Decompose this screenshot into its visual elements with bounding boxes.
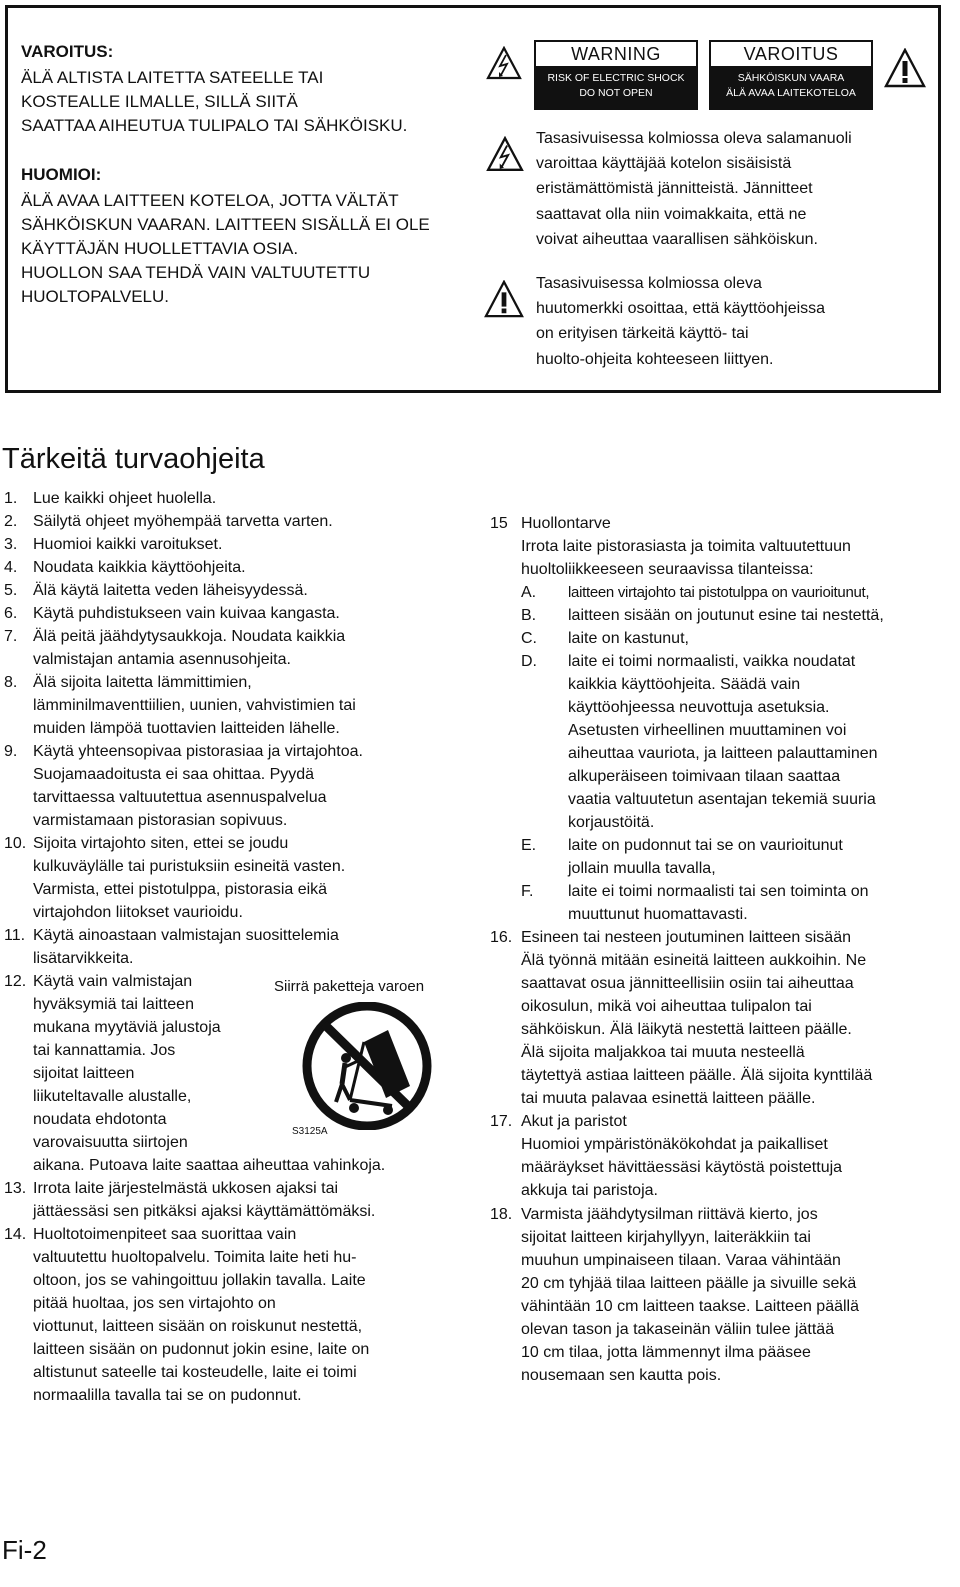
item-number: 12. <box>4 973 27 990</box>
item-number: 3. <box>4 536 18 553</box>
lightning-warning-icon <box>486 136 524 172</box>
item-text: muuhun umpinaiseen tilaan. Varaa vähintään <box>521 1252 841 1269</box>
item-text: Käytä yhteensopivaa pistorasiaa ja virtajohtoa. <box>33 743 363 760</box>
sub-text: laitteen virtajohto tai pistotulppa on vaurioitunut, <box>568 584 870 601</box>
item-text: sijoitat laitteen <box>33 1065 135 1082</box>
item-text: tai kannattamia. Jos <box>33 1042 176 1059</box>
item-text: Älä työnnä mitään esineitä laitteen aukkoihin. Ne <box>521 952 867 969</box>
warning-label <box>534 40 698 110</box>
sub-text: vaatia valtuutetun asentajan tekemiä suuria <box>568 791 876 808</box>
lightning-description: Tasasivuisessa kolmiossa oleva salamanuoli <box>536 130 852 147</box>
item-text: laitteen sisään on pudonnut jokin esine, laite on <box>33 1341 370 1358</box>
item-number: 11. <box>4 927 26 944</box>
warning-line: SAATTAA AIHEUTUA TULIPALO TAI SÄHKÖISKU. <box>21 116 408 135</box>
varoitus-label-sub2: ÄLÄ AVAA LAITEKOTELOA <box>726 87 856 99</box>
item-text: sijoitat laitteen kirjahyllyyn, laiteräkkiin tai <box>521 1229 811 1246</box>
item-number: 9. <box>4 743 18 760</box>
item-text: Akut ja paristot <box>521 1113 627 1130</box>
item-text: 20 cm tyhjää tilaa laitteen päälle ja sivuille sekä <box>521 1275 857 1292</box>
item-number: 1. <box>4 490 18 507</box>
page-number: Fi-2 <box>2 1535 47 1565</box>
item-text: täytettyä astiaa laitteen päälle. Älä sijoita kynttilää <box>521 1067 873 1084</box>
varoitus-label-sub1: SÄHKÖISKUN VAARA <box>737 72 845 84</box>
item-text: tai muuta palavaa esinettä laitteen päälle. <box>521 1090 816 1107</box>
sub-text: korjaustöitä. <box>568 814 655 831</box>
cart-code: S3125A <box>292 1126 328 1137</box>
warning-label-sub2: DO NOT OPEN <box>579 87 653 99</box>
sub-text: Asetusten virheellinen muuttaminen voi <box>568 722 847 739</box>
item-text: Käytä vain valmistajan <box>33 973 193 990</box>
varoitus-label <box>709 40 873 110</box>
warning-label-title: WARNING <box>536 42 696 66</box>
exclamation-warning-icon <box>484 280 524 318</box>
item-text: pitää huoltaa, jos sen virtajohto on <box>33 1295 276 1312</box>
cart-caption: Siirrä paketteja varoen <box>274 978 425 995</box>
item-text: Lue kaikki ohjeet huolella. <box>33 490 217 507</box>
sub-text: laite on pudonnut tai se on vaurioitunut <box>568 837 843 854</box>
caution-line: HUOMIOI: <box>21 165 102 184</box>
warning-line: ÄLÄ ALTISTA LAITETTA SATEELLE TAI <box>21 68 324 87</box>
sub-letter: F. <box>521 883 534 900</box>
lightning-description: voivat aiheuttaa vaarallisen sähköiskun. <box>536 231 818 248</box>
item-text: Huoltotoimenpiteet saa suorittaa vain <box>33 1226 297 1243</box>
sub-text: alkuperäiseen toimivaan tilaan saattaa <box>568 768 841 785</box>
item-text: mukana myytäviä jalustoja <box>33 1019 221 1036</box>
item-text: altistunut sateelle tai kosteudelle, laite ei toimi <box>33 1364 357 1381</box>
sub-letter: A. <box>521 584 537 601</box>
item-text: Irrota laite pistorasiasta ja toimita valtuutettuun <box>521 538 851 555</box>
sub-text: kaikkia käyttöohjeita. Säädä vain <box>568 676 801 693</box>
item-title: Huollontarve <box>521 515 611 532</box>
item-text: akkuja tai paristoja. <box>521 1182 658 1199</box>
exclamation-description: on erityisen tärkeitä käyttö- tai <box>536 325 749 342</box>
item-text: Käytä ainoastaan valmistajan suosittelemia <box>33 927 339 944</box>
item-text: saattavat osua jännitteellisiin osiin tai aiheuttaa <box>521 975 854 992</box>
item-text: kulkuväylälle tai puristuksiin esineitä vasten. <box>33 858 346 875</box>
item-text: Esineen tai nesteen joutuminen laitteen sisään <box>521 929 851 946</box>
item-number: 7. <box>4 628 18 645</box>
item-number: 14. <box>4 1226 27 1243</box>
sub-text: jollain muulla tavalla, <box>568 860 716 877</box>
item-text: aikana. Putoava laite saattaa aiheuttaa vahinkoja. <box>33 1157 386 1174</box>
lightning-warning-icon <box>486 46 522 80</box>
item-text: tarvittaessa valtuutettua asennuspalvelua <box>33 789 327 806</box>
caution-line: SÄHKÖISKUN VAARAN. LAITTEEN SISÄLLÄ EI OLE <box>21 215 430 234</box>
item-number: 4. <box>4 559 18 576</box>
item-text: Säilytä ohjeet myöhempää tarvetta varten. <box>33 513 333 530</box>
item-text: Huomioi ympäristönäkökohdat ja paikalliset <box>521 1136 828 1153</box>
caution-line: HUOLLON SAA TEHDÄ VAIN VALTUUTETTU <box>21 263 371 282</box>
item-text: hyväksymiä tai laitteen <box>33 996 194 1013</box>
item-text: jättäessäsi sen pitkäksi ajaksi käyttämättömäksi. <box>33 1203 376 1220</box>
item-text: Älä sijoita laitetta lämmittimien, <box>33 674 252 691</box>
exclamation-warning-icon <box>884 48 926 88</box>
sub-text: laite on kastunut, <box>568 630 689 647</box>
caution-line: HUOLTOPALVELU. <box>21 287 170 306</box>
item-text: Huomioi kaikki varoitukset. <box>33 536 223 553</box>
lightning-description: saattavat olla niin voimakkaita, että ne <box>536 206 807 223</box>
item-text: varovaisuutta siirtojen <box>33 1134 188 1151</box>
sub-text: käyttöohjeessa neuvottuja asetuksia. <box>568 699 830 716</box>
sub-letter: B. <box>521 607 537 624</box>
item-text: olevan tason ja takaseinän väliin tulee jättää <box>521 1321 835 1338</box>
item-text: Varmista, ettei pistotulppa, pistorasia eikä <box>33 881 328 898</box>
item-text: huoltoliikkeeseen seuraavissa tilanteissa: <box>521 561 814 578</box>
item-number: 8. <box>4 674 18 691</box>
lightning-description: eristämättömistä jännitteistä. Jännitteet <box>536 180 813 197</box>
item-text: sähköiskun. Älä läikytä nestettä laitteen päälle. <box>521 1021 852 1038</box>
exclamation-description: huutomerkki osoittaa, että käyttöohjeissa <box>536 300 826 317</box>
item-text: valmistajan antamia asennusohjeita. <box>33 651 291 668</box>
item-number: 18. <box>490 1206 513 1223</box>
item-number: 16. <box>490 929 513 946</box>
item-text: valtuutettu huoltopalvelu. Toimita laite heti hu- <box>33 1249 357 1266</box>
sub-letter: E. <box>521 837 537 854</box>
sub-text: muuttunut huomattavasti. <box>568 906 748 923</box>
sub-text: laite ei toimi normaalisti tai sen toiminta on <box>568 883 869 900</box>
item-text: noudata ehdotonta <box>33 1111 167 1128</box>
varoitus-label-title: VAROITUS <box>711 42 871 66</box>
warning-label-sub1: RISK OF ELECTRIC SHOCK <box>547 72 685 84</box>
item-text: liikuteltavalle alustalle, <box>33 1088 192 1105</box>
sub-letter: C. <box>521 630 537 647</box>
warning-box <box>5 5 941 393</box>
warning-line: KOSTEALLE ILMALLE, SILLÄ SIITÄ <box>21 92 298 111</box>
item-text: Älä käytä laitetta veden läheisyydessä. <box>33 582 308 599</box>
sub-text: aiheuttaa vauriota, ja laitteen palauttaminen <box>568 745 878 762</box>
item-text: normaalilla tavalla tai se on pudonnut. <box>33 1387 302 1404</box>
sub-text: laitteen sisään on joutunut esine tai nestettä, <box>568 607 884 624</box>
item-text: Sijoita virtajohto siten, ettei se joudu <box>33 835 289 852</box>
item-text: 10 cm tilaa, jotta lämmennyt ilma pääsee <box>521 1344 811 1361</box>
item-number: 13. <box>4 1180 27 1197</box>
item-text: varmistamaan pistorasian sopivuus. <box>33 812 288 829</box>
item-number: 17. <box>490 1113 513 1130</box>
cart-tip-over-icon <box>302 1002 432 1130</box>
caution-line: KÄYTTÄJÄN HUOLLETTAVIA OSIA. <box>21 239 299 258</box>
lightning-description: varoittaa käyttäjää kotelon sisäisistä <box>536 155 792 172</box>
item-text: Älä sijoita maljakkoa tai muuta nesteellä <box>521 1044 805 1061</box>
caution-line: ÄLÄ AVAA LAITTEEN KOTELOA, JOTTA VÄLTÄT <box>21 191 399 210</box>
item-text: Älä peitä jäähdytysaukkoja. Noudata kaikkia <box>33 628 346 645</box>
item-text: oikosulun, mikä voi aiheuttaa tulipalon tai <box>521 998 812 1015</box>
item-text: Irrota laite järjestelmästä ukkosen ajaksi tai <box>33 1180 339 1197</box>
item-text: Varmista jäähdytysilman riittävä kierto, jos <box>521 1206 818 1223</box>
item-text: virtajohdon liitokset vaurioidu. <box>33 904 243 921</box>
item-text: muiden lämpöä tuottavien laitteiden lähelle. <box>33 720 340 737</box>
item-text: nousemaan sen kautta pois. <box>521 1367 722 1384</box>
item-number: 2. <box>4 513 18 530</box>
item-number: 6. <box>4 605 18 622</box>
sub-text: laite ei toimi normaalisti, vaikka noudatat <box>568 653 856 670</box>
page-title: Tärkeitä turvaohjeita <box>2 443 265 475</box>
item-number: 15 <box>490 515 508 532</box>
exclamation-description: Tasasivuisessa kolmiossa oleva <box>536 275 762 292</box>
item-text: viottunut, laitteen sisään on roiskunut nestettä, <box>33 1318 363 1335</box>
item-text: lisätarvikkeita. <box>33 950 134 967</box>
exclamation-description: huolto-ohjeita kohteeseen liittyen. <box>536 351 774 368</box>
item-text: oltoon, jos se vahingoittuu jollakin tavalla. Laite <box>33 1272 366 1289</box>
warning-line: VAROITUS: <box>21 42 114 61</box>
item-text: Käytä puhdistukseen vain kuivaa kangasta. <box>33 605 340 622</box>
item-number: 5. <box>4 582 18 599</box>
item-text: vähintään 10 cm laitteen taakse. Laitteen päällä <box>521 1298 860 1315</box>
item-text: määräykset hävittäessäsi käytöstä poistettuja <box>521 1159 843 1176</box>
sub-letter: D. <box>521 653 537 670</box>
item-text: Suojamaadoitusta ei saa ohittaa. Pyydä <box>33 766 315 783</box>
item-text: lämminilmaventtiilien, uunien, vahvistimien tai <box>33 697 356 714</box>
item-text: Noudata kaikkia käyttöohjeita. <box>33 559 246 576</box>
item-number: 10. <box>4 835 27 852</box>
